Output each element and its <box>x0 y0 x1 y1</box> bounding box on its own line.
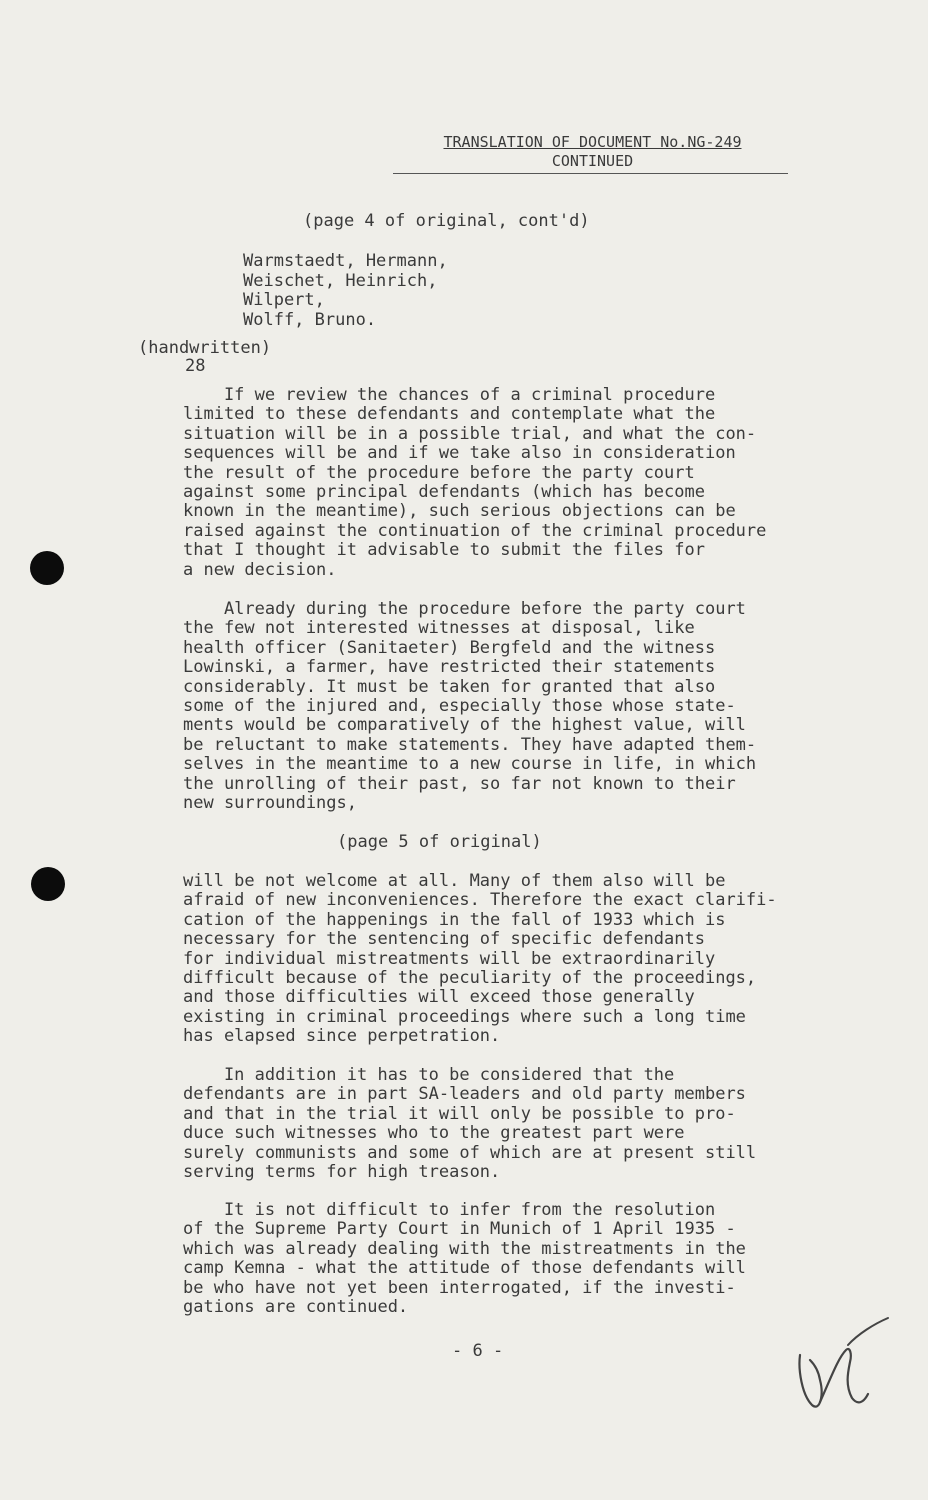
page-reference-4: (page 4 of original, cont'd) <box>303 211 590 231</box>
punch-hole-bottom <box>31 867 65 901</box>
header-rule <box>393 173 788 174</box>
paragraph-2: Already during the procedure before the party court the few not interested witnesses at disposal, like health officer (Sanitaeter) Bergfeld and the witness Lowinski, a farmer, have restricted their statements considerably. It must be taken for granted that also some of the injured and, especially those whose state- ments would be comparatively of the highest value, will be reluctant to make statements. They have adapted them- selves in the meantime to a new course in life, in which the unrolling of their past, so far not known to their new surroundings, <box>183 599 757 814</box>
handwritten-initials-mark <box>790 1310 900 1420</box>
name-item: Weischet, Heinrich, <box>243 271 438 291</box>
page-reference-5: (page 5 of original) <box>337 832 542 852</box>
header-subtitle: CONTINUED <box>551 152 634 170</box>
punch-hole-top <box>30 551 64 585</box>
header-title: TRANSLATION OF DOCUMENT No.NG-249 <box>443 133 742 151</box>
document-header <box>395 133 790 171</box>
paragraph-1: If we review the chances of a criminal procedure limited to these defendants and contemplate what the situation will be in a possible trial, and what the con- sequences will be and if we take also in consideration the result of the procedure before the party court against some principal defendants (which has become known in the meantime), such serious objections can be raised against the continuation of the criminal procedure that I thought it advisable to submit the files for a new decision. <box>183 385 767 580</box>
paragraph-4: In addition it has to be considered that the defendants are in part SA-leaders and old party members and that in the trial it will only be possible to pro- duce such witnesses who to the greatest part were surely communists and some of which are at present still serving terms for high treason. <box>183 1065 757 1183</box>
name-item: Warmstaedt, Hermann, <box>243 251 448 271</box>
page-number: - 6 - <box>452 1341 504 1361</box>
handwritten-number: 28 <box>185 356 206 376</box>
name-item: Wolff, Bruno. <box>243 310 377 330</box>
handwritten-label: (handwritten) <box>138 338 272 358</box>
paragraph-5: It is not difficult to infer from the resolution of the Supreme Party Court in Munich of 1 April 1935 - which was already dealing with the mistreatments in the camp Kemna - what the attitude of those defendants will be who have not yet been interrogated, if the investi- gations are continued. <box>183 1200 746 1318</box>
paragraph-3: will be not welcome at all. Many of them also will be afraid of new inconveniences. Therefore the exact clarifi- cation of the happenings in the fall of 1933 which is necessary for the sentencing of specific defendants for individual mistreatments will be extraordinarily difficult because of the peculiarity of the proceedings, and those difficulties will exceed those generally existing in criminal proceedings where such a long time has elapsed since perpetration. <box>183 871 777 1047</box>
name-item: Wilpert, <box>243 290 325 310</box>
